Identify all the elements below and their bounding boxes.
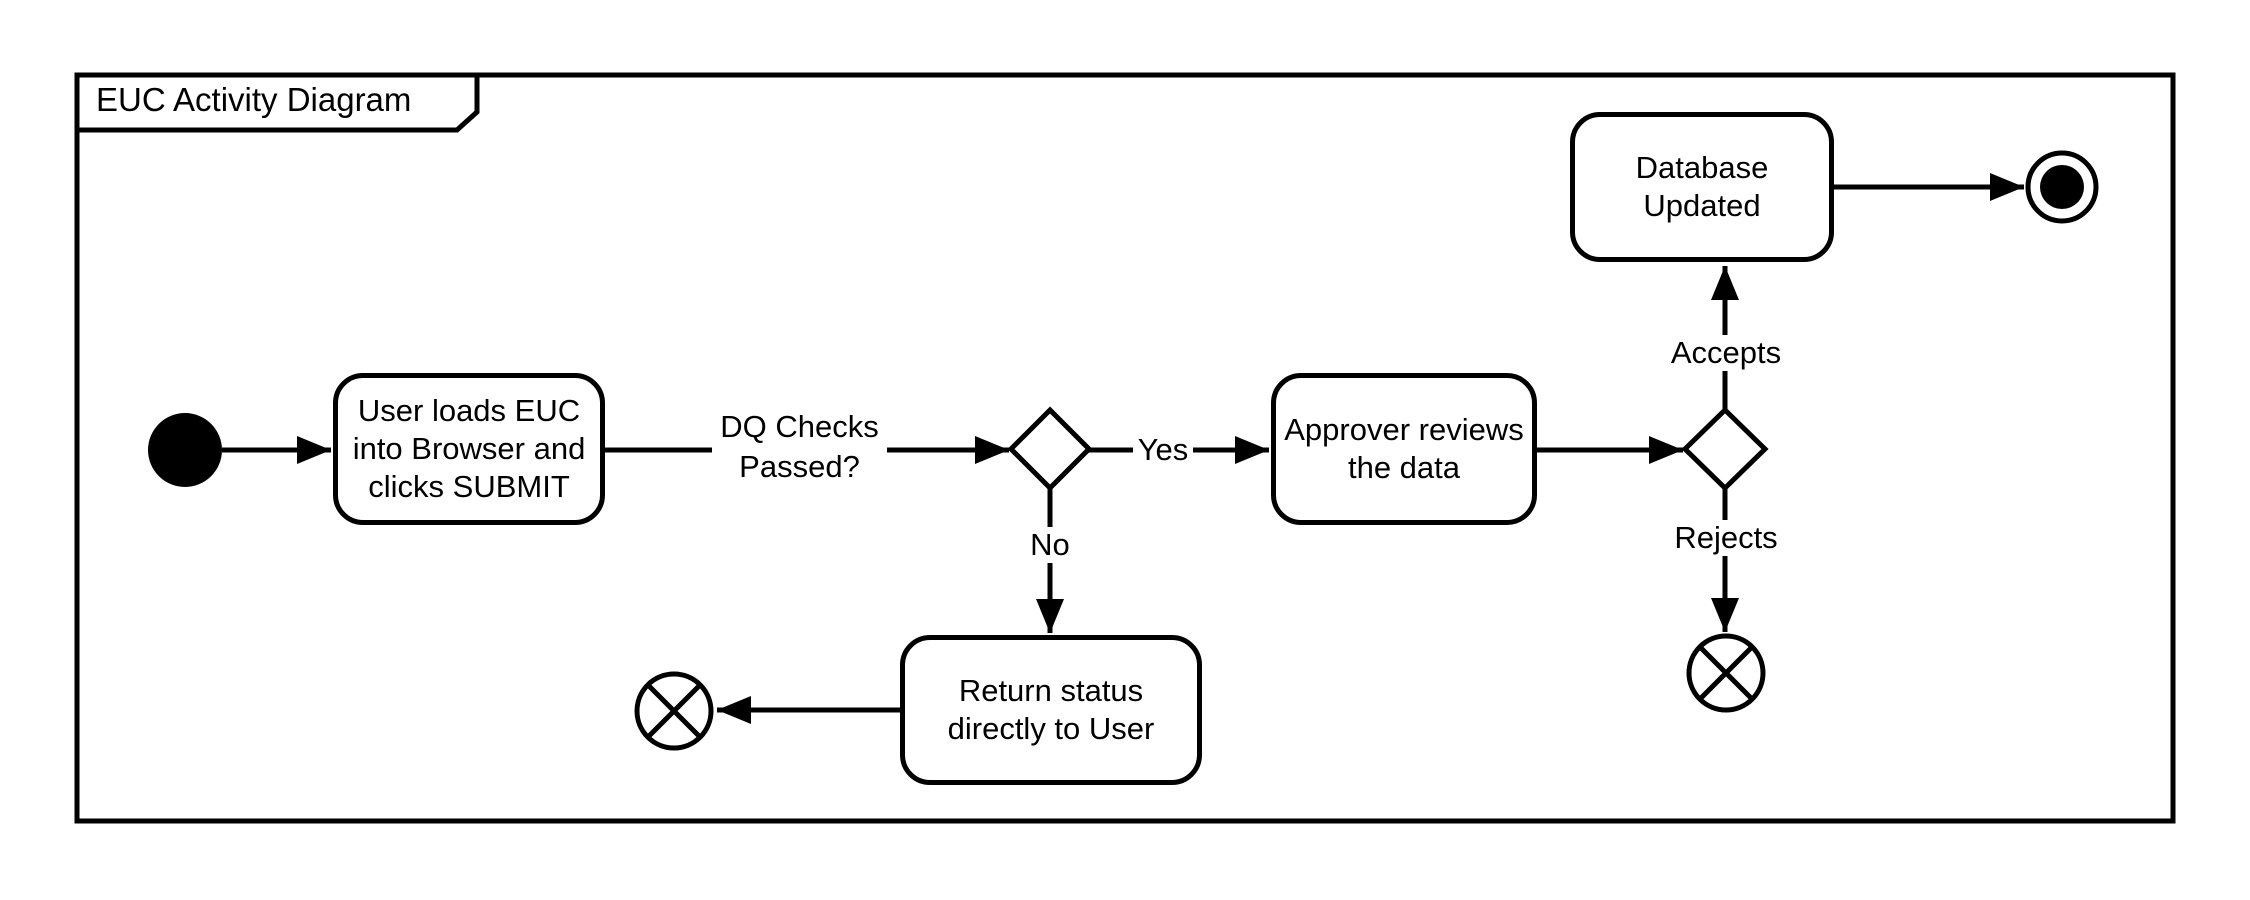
activity-final-node-core xyxy=(2040,165,2084,209)
action-label-line: Approver reviews xyxy=(1284,412,1524,447)
action-label-line: Updated xyxy=(1643,188,1761,223)
decision-approver-node xyxy=(1685,410,1765,488)
initial-node xyxy=(148,413,222,487)
edge-label-accepts: Accepts xyxy=(1646,335,1806,371)
action-label-line: User loads EUC xyxy=(357,393,581,428)
edge-label-line: DQ Checks xyxy=(720,409,879,444)
action-user-loads-euc xyxy=(333,373,605,525)
action-label-line: clicks SUBMIT xyxy=(368,469,570,504)
edge-label-line: Passed? xyxy=(739,449,860,484)
edge-label-rejects: Rejects xyxy=(1646,520,1806,556)
action-label-line: directly to User xyxy=(947,711,1155,746)
action-label-line: Return status xyxy=(958,673,1144,708)
action-label-line: into Browser and xyxy=(352,431,586,466)
action-database-updated xyxy=(1570,112,1834,262)
action-return-status xyxy=(900,635,1202,785)
action-label-line: the data xyxy=(1347,450,1461,485)
edge-label-dq-checks xyxy=(712,405,887,489)
decision-dq-node xyxy=(1011,410,1089,488)
action-label-line: Database xyxy=(1635,150,1769,185)
frame-title: EUC Activity Diagram xyxy=(96,81,412,118)
edge-label-no: No xyxy=(1010,527,1090,563)
action-approver-reviews xyxy=(1271,373,1537,525)
edge-label-yes: Yes xyxy=(1133,432,1193,468)
